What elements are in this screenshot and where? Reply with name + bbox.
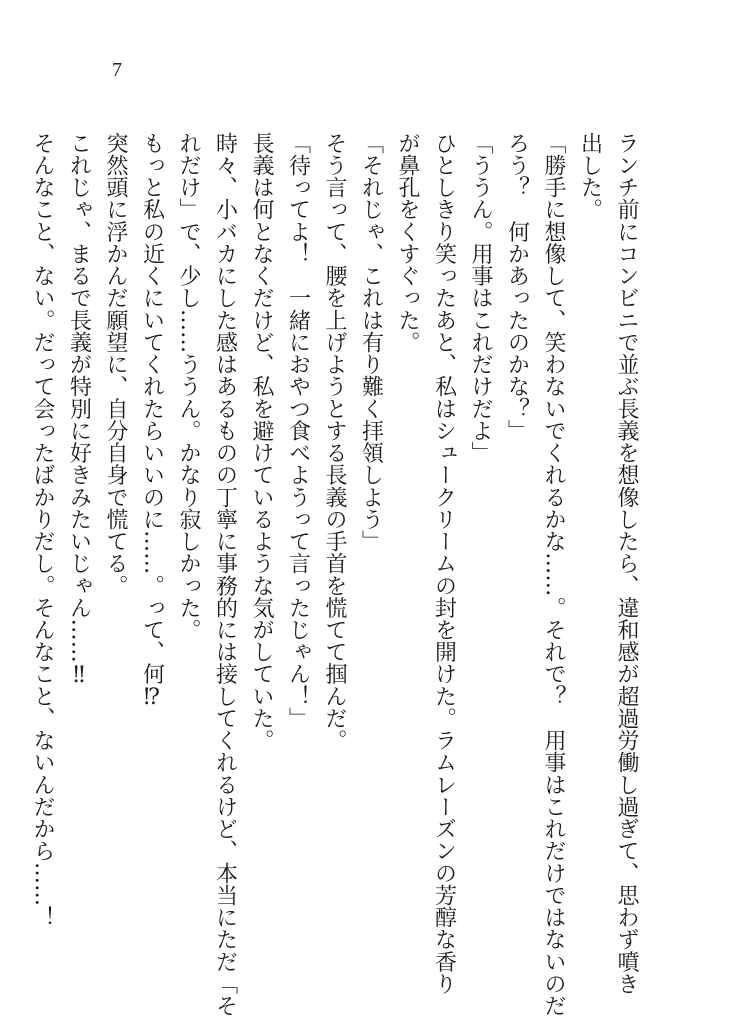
- text-line: 突然頭に浮かんだ願望に、自分自身で慌てる。: [103, 132, 128, 597]
- text-line: ランチ前にコンビニで並ぶ長義を想像したら、違和感が超過労働し過ぎて、思わず噴き: [614, 132, 639, 995]
- text-line: ろう？ 何かあったのかな？」: [504, 132, 530, 442]
- text-line: 「ううん。用事はこれだけだよ」: [468, 132, 493, 464]
- text-line: 「それじゃ、これは有り難く拝領しよう」: [358, 132, 384, 553]
- text-line: 時々、小バカにした感はあるものの丁寧に事務的には接してくれるけど、本当にただ「そ: [212, 132, 238, 1017]
- text-line: が鼻孔をくすぐった。: [395, 132, 420, 354]
- page-number: 7: [112, 59, 122, 81]
- text-line: 出した。: [577, 132, 603, 221]
- text-line: 長義は何となくだけど、私を避けているような気がしていた。: [249, 132, 274, 752]
- text-line: そう言って、腰を上げようとする長義の手首を慌てて掴んだ。: [322, 132, 347, 752]
- text-line: ひとしきり笑ったあと、私はシュークリームの封を開けた。ラムレーズンの芳醇な香り: [431, 132, 457, 995]
- text-line: 「勝手に想像して、笑わないでくれるかな……。それで？ 用事はこれだけではないのだ: [541, 132, 566, 1017]
- text-line: もっと私の近くにいてくれたらいいのに……。って、何⁉: [139, 132, 165, 711]
- body-text: [30, 132, 644, 1017]
- text-line: そんなこと、ない。だって会ったばかりだし。そんなこと、ないんだから……！: [30, 132, 55, 929]
- text-line: 「待ってよ！ 一緒におやつ食べようって言ったじゃん！」: [285, 132, 311, 730]
- text-line: れだけ」で、少し……ううん。かなり寂しかった。: [176, 132, 201, 641]
- text-line: これじゃ、まるで長義が特別に好きみたいじゃん……‼: [66, 132, 92, 688]
